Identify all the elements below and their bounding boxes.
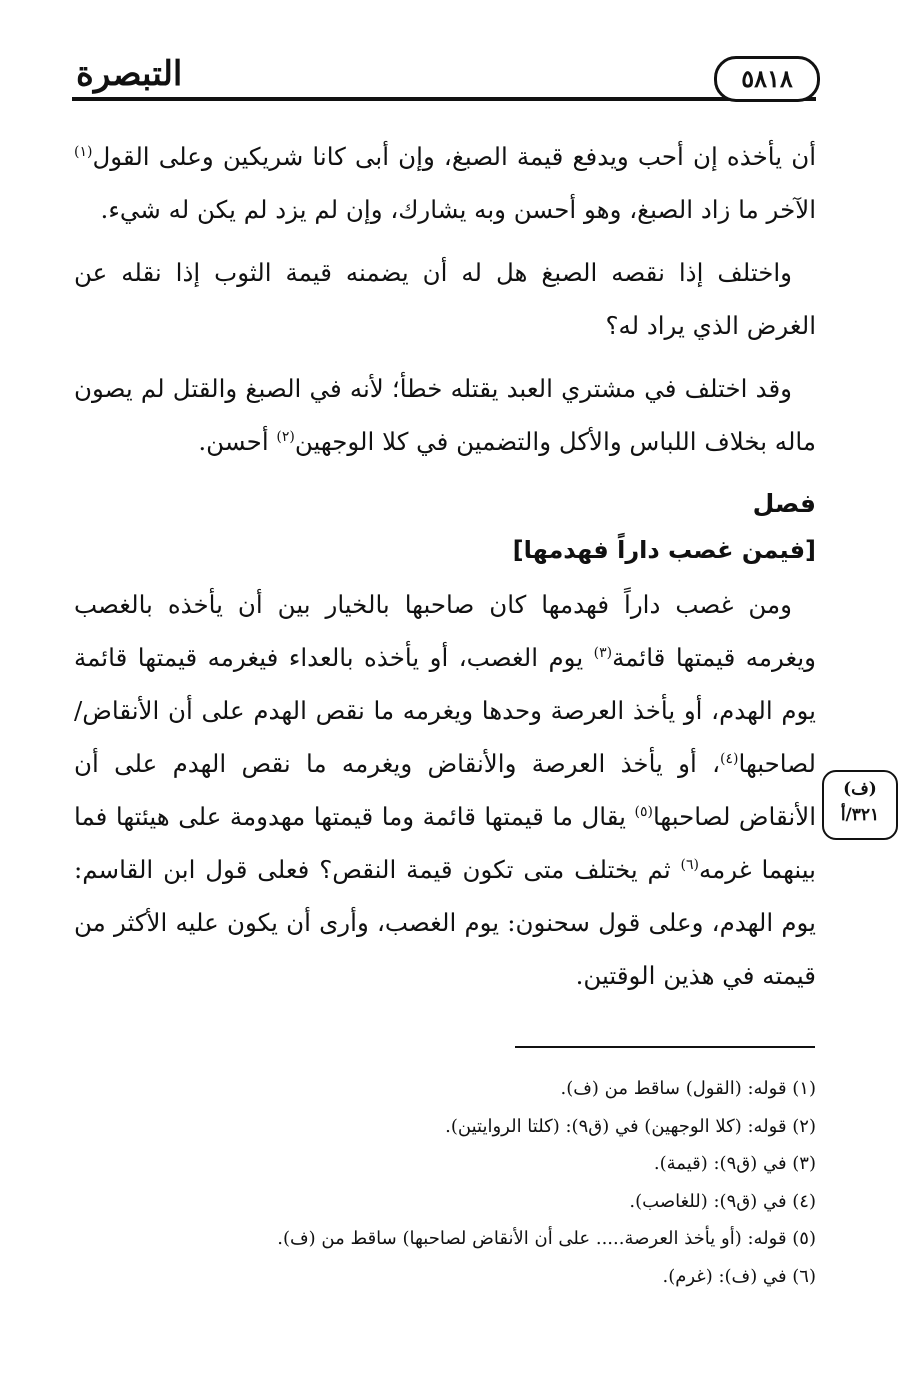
footnote-ref: (٦) xyxy=(680,856,699,873)
manuscript-margin-note xyxy=(822,770,898,840)
footnote: (٢) قوله: (كلا الوجهين) في (ق٩): (كلتا الروايتين). xyxy=(445,1115,816,1137)
footnote-separator xyxy=(515,1046,815,1048)
footnote-ref: (٥) xyxy=(634,803,653,820)
footnote-ref: (٢) xyxy=(276,428,295,445)
footnote-ref: (١) xyxy=(74,143,93,160)
main-text xyxy=(74,130,816,1002)
paragraph xyxy=(74,130,816,236)
paragraph-text: أن يأخذه إن أحب ويدفع قيمة الصبغ، وإن أبى كانا شريكين وعلى القول xyxy=(92,142,816,171)
margin-note-folio: ٣٢١/أ xyxy=(840,805,880,825)
footnotes xyxy=(74,1070,816,1295)
footnote: (٥) قوله: (أو يأخذ العرصة..... على أن الأنقاض لصاحبها) ساقط من (ف). xyxy=(277,1228,816,1249)
footnote: (٤) في (ق٩): (للغاصب). xyxy=(629,1190,816,1212)
paragraph-text: أحسن. xyxy=(198,427,277,456)
paragraph xyxy=(74,246,816,352)
section-subheading: [فيمن غصب داراً فهدمها] xyxy=(512,536,816,564)
footnote-ref: (٣) xyxy=(593,644,613,661)
margin-note-source: (ف) xyxy=(843,779,877,799)
header-rule xyxy=(72,97,816,101)
paragraph-text: يقال ما قيمتها قائمة وما قيمتها مهدومة على هيئتها فما بينهما غرمه xyxy=(74,802,816,884)
paragraph xyxy=(74,578,816,1002)
footnote: (١) قوله: (القول) ساقط من (ف). xyxy=(560,1078,816,1099)
paragraph-text: يوم الغصب، أو يأخذه بالعداء فيغرمه قيمتها قائمة يوم الهدم، أو يأخذ العرصة وحدها ويغرمه ما نقص الهدم على أن الأنقاض/ لصاحبها xyxy=(74,643,816,778)
paragraph-text: واختلف إذا نقصه الصبغ هل له أن يضمنه قيمة الثوب إذا نقله عن الغرض الذي يراد له؟ xyxy=(74,258,816,340)
paragraph-text: الآخر ما زاد الصبغ، وهو أحسن وبه يشارك، وإن لم يزد لم يكن له شيء. xyxy=(100,195,816,224)
footnote-ref: (٤) xyxy=(720,750,739,767)
paragraph-text: ومن غصب داراً فهدمها كان صاحبها بالخيار بين أن يأخذه بالغصب ويغرمه قيمتها قائمة xyxy=(74,590,816,672)
paragraph-text: ثم يختلف متى تكون قيمة النقص؟ فعلى قول ابن القاسم: يوم الهدم، وعلى قول سحنون: يوم الغصب، وأرى أن يكون عليه الأكثر من قيمته في هذين الوقتين. xyxy=(74,855,816,990)
page-number: ٥٨١٨ xyxy=(714,56,820,102)
footnote: (٣) في (ق٩): (قيمة). xyxy=(653,1153,816,1174)
section-heading: فصل xyxy=(752,489,816,518)
footnote: (٦) في (ف): (غرم). xyxy=(662,1265,816,1287)
book-title: التبصرة xyxy=(76,54,183,94)
paragraph xyxy=(74,362,816,468)
paragraph-text: ، أو يأخذ العرصة والأنقاض ويغرمه ما نقص الهدم على أن الأنقاض لصاحبها xyxy=(74,749,816,831)
page-header xyxy=(72,52,824,108)
paragraph-text: وقد اختلف في مشتري العبد يقتله خطأ؛ لأنه في الصبغ والقتل لم يصون ماله بخلاف اللباس والأكل والتضمين في كلا الوجهين xyxy=(74,374,816,456)
